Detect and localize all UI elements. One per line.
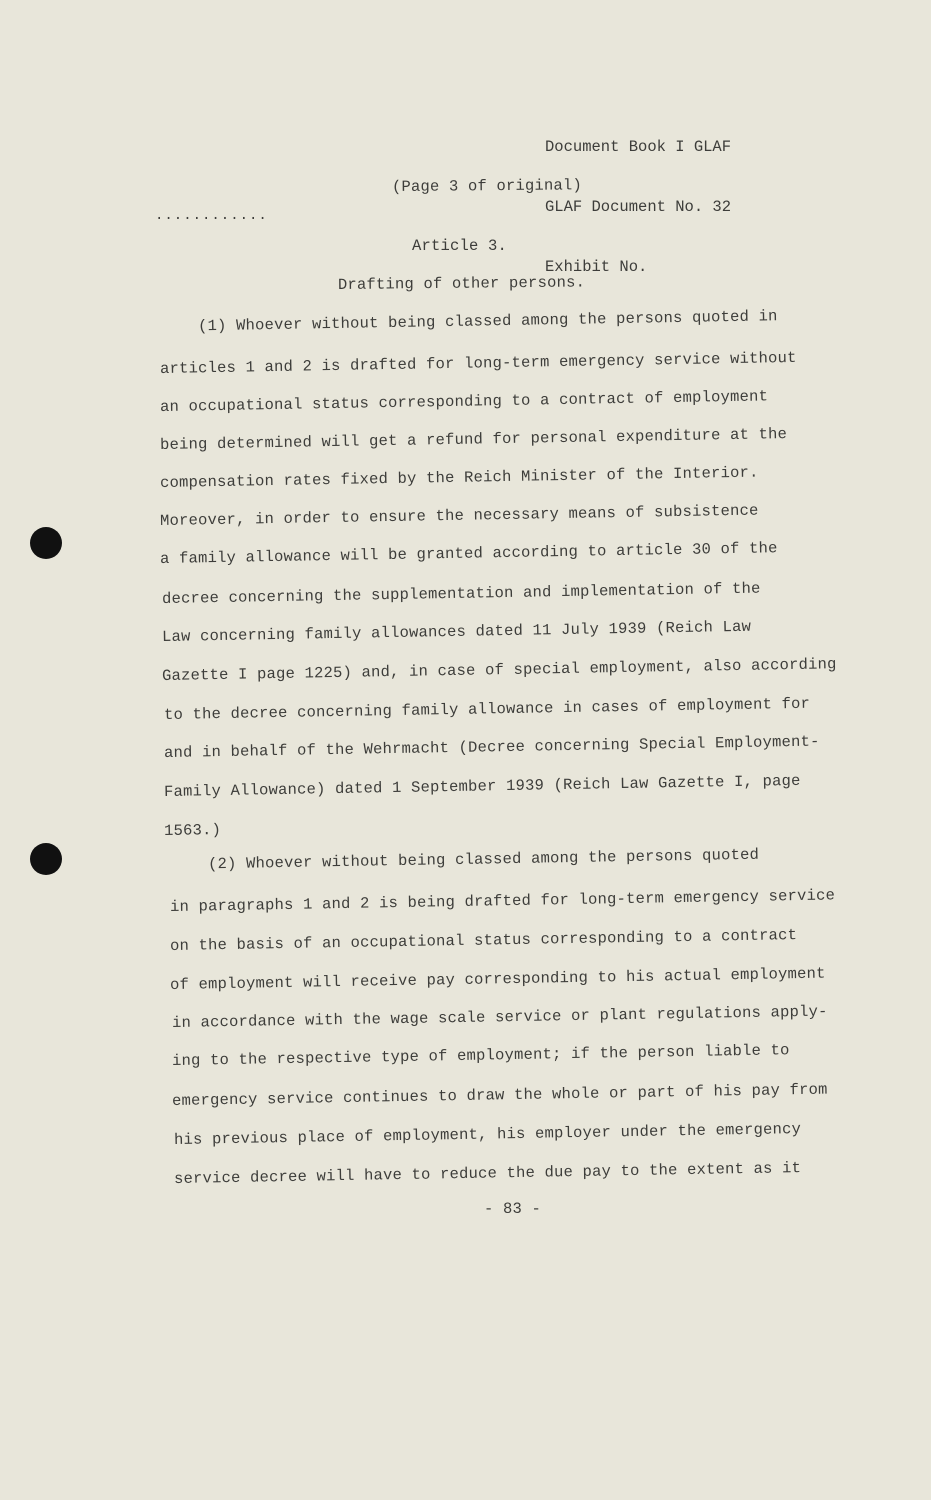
text-line: Moreover, in order to ensure the necessary means of subsistence bbox=[159, 501, 759, 530]
document-reference bbox=[545, 97, 731, 297]
text-line: of employment will receive pay corresponding to his actual employment bbox=[169, 964, 826, 994]
text-line: his previous place of employment, his employer under the emergency bbox=[173, 1120, 802, 1149]
text-line: Gazette I page 1225) and, in case of special employment, also according bbox=[161, 655, 837, 685]
text-line: an occupational status corresponding to a contract of employment bbox=[159, 387, 769, 416]
punch-hole bbox=[30, 843, 62, 875]
article-title: Article 3. bbox=[412, 237, 508, 255]
text-line: decree concerning the supplementation and implementation of the bbox=[161, 579, 761, 608]
text-line: (1) Whoever without being classed among the persons quoted in bbox=[159, 307, 778, 336]
text-line: Family Allowance) dated 1 September 1939 (Reich Law Gazette I, page bbox=[163, 771, 801, 801]
exhibit-label: Exhibit No. bbox=[545, 258, 648, 276]
text-line: to the decree concerning family allowance in cases of employment for bbox=[163, 694, 811, 724]
text-line: on the basis of an occupational status corresponding to a contract bbox=[169, 926, 798, 955]
article-subtitle: Drafting of other persons. bbox=[337, 273, 586, 294]
text-line: compensation rates fixed by the Reich Minister of the Interior. bbox=[159, 463, 759, 492]
text-line: Law concerning family allowances dated 11 July 1939 (Reich Law bbox=[161, 617, 752, 646]
omission-dots: ............ bbox=[155, 208, 268, 224]
punch-hole bbox=[30, 527, 62, 559]
text-line: being determined will get a refund for personal expenditure at the bbox=[159, 425, 788, 454]
text-line: in accordance with the wage scale service or plant regulations apply- bbox=[171, 1002, 828, 1032]
text-line: 1563.) bbox=[163, 821, 222, 840]
text-line: emergency service continues to draw the whole or part of his pay from bbox=[171, 1080, 828, 1110]
text-line: articles 1 and 2 is drafted for long-term emergency service without bbox=[159, 348, 797, 378]
text-line: in paragraphs 1 and 2 is being drafted for long-term emergency service bbox=[169, 886, 836, 916]
text-line: a family allowance will be granted according to article 30 of the bbox=[159, 539, 778, 568]
document-book-label: Document Book I GLAF bbox=[545, 138, 732, 156]
text-line: ing to the respective type of employment; if the person liable to bbox=[171, 1041, 790, 1070]
page-note: (Page 3 of original) bbox=[391, 176, 583, 196]
text-line: and in behalf of the Wehrmacht (Decree concerning Special Employment- bbox=[163, 732, 820, 762]
document-number-label: GLAF Document No. 32 bbox=[545, 198, 732, 216]
text-line: (2) Whoever without being classed among the persons quoted bbox=[169, 845, 760, 874]
page-number: - 83 - bbox=[484, 1200, 542, 1218]
text-line: service decree will have to reduce the due pay to the extent as it bbox=[173, 1159, 802, 1188]
